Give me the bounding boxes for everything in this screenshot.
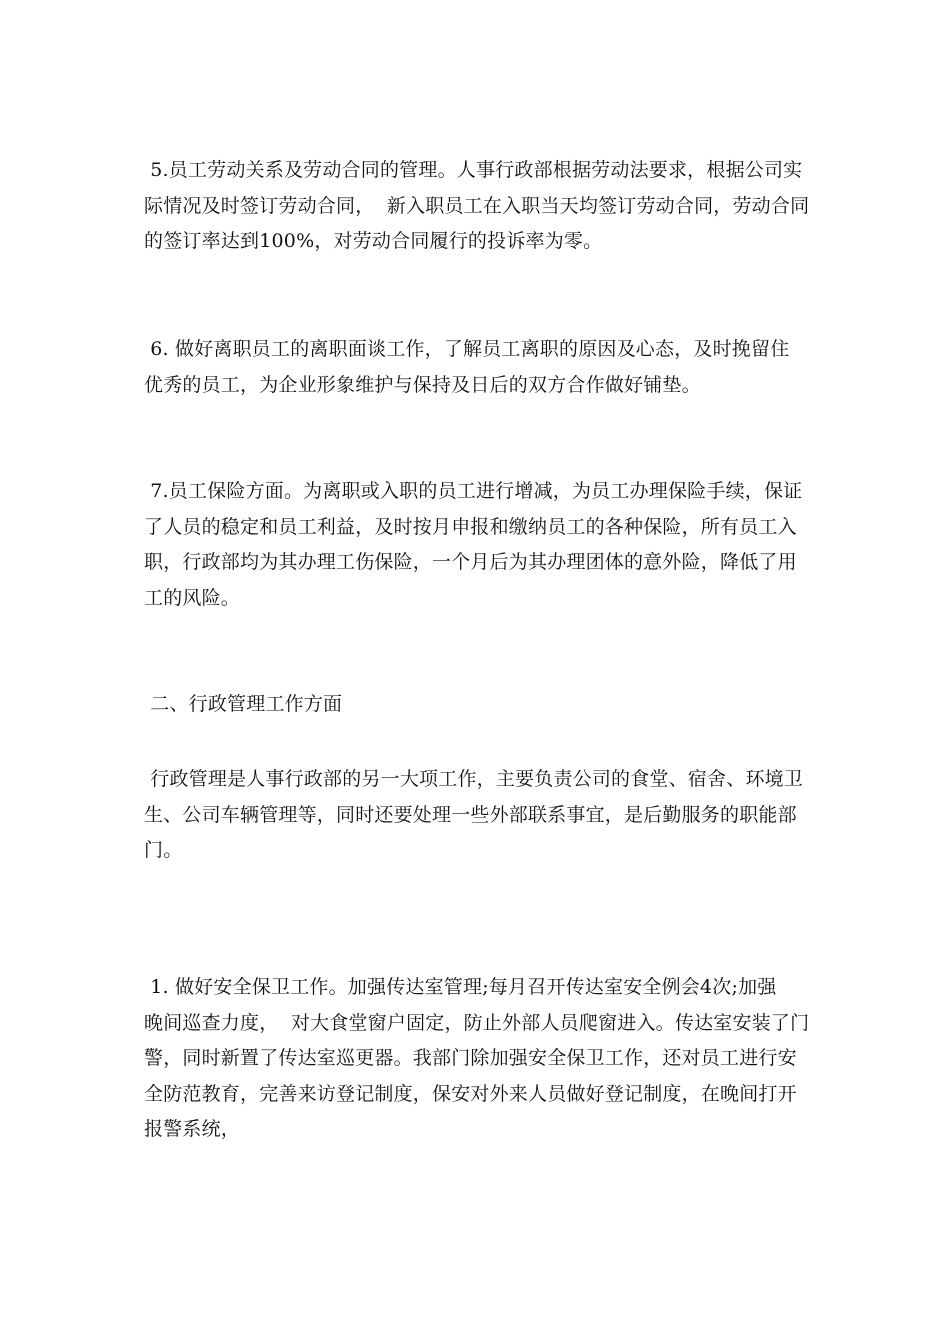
text-line: 工的风险。	[144, 586, 241, 609]
paragraph-security	[144, 970, 814, 1148]
text-line: 1. 做好安全保卫工作。加强传达室管理;每月召开传达室安全例会4次;加强	[144, 976, 777, 998]
paragraph-insurance	[144, 474, 814, 616]
text-line: 门。	[144, 839, 183, 861]
text-line: 晚间巡查力度， 对大食堂窗户固定，防止外部人员爬窗进入。传达室安装了门	[144, 1011, 810, 1034]
text-line: 警，同时新置了传达室巡更器。我部门除加强安全保卫工作，还对员工进行安	[144, 1047, 797, 1069]
paragraph-admin-overview	[144, 762, 814, 869]
text-line: 行政管理是人事行政部的另一大项工作，主要负责公司的食堂、宿舍、环境卫	[144, 768, 804, 790]
text-line: 优秀的员工，为企业形象维护与保持及日后的双方合作做好铺垫。	[144, 373, 701, 396]
text-line: 6. 做好离职员工的离职面谈工作，了解员工离职的原因及心态，及时挽留住	[144, 338, 790, 360]
text-line: 了人员的稳定和员工利益，及时按月申报和缴纳员工的各种保险，所有员工入	[144, 515, 797, 538]
text-line: 际情况及时签订劳动合同， 新入职员工在入职当天均签订劳动合同，劳动合同	[144, 194, 810, 217]
paragraph-exit-interview	[144, 332, 814, 403]
section-heading-admin	[144, 687, 814, 723]
text-line: 全防范教育，完善来访登记制度，保安对外来人员做好登记制度，在晚间打开	[144, 1082, 797, 1105]
text-line: 报警系统，	[144, 1118, 241, 1140]
text-line: 生、公司车辆管理等，同时还要处理一些外部联系事宜，是后勤服务的职能部	[144, 803, 797, 826]
paragraph-labor-contract	[144, 153, 814, 260]
text-line: 的签订率达到100%，对劳动合同履行的投诉率为零。	[144, 230, 603, 252]
section-heading: 二、行政管理工作方面	[144, 693, 343, 715]
text-line: 5.员工劳动关系及劳动合同的管理。人事行政部根据劳动法要求，根据公司实	[144, 159, 803, 181]
text-line: 职，行政部均为其办理工伤保险，一个月后为其办理团体的意外险，降低了用	[144, 551, 797, 573]
text-line: 7.员工保险方面。为离职或入职的员工进行增减，为员工办理保险手续，保证	[144, 480, 803, 502]
